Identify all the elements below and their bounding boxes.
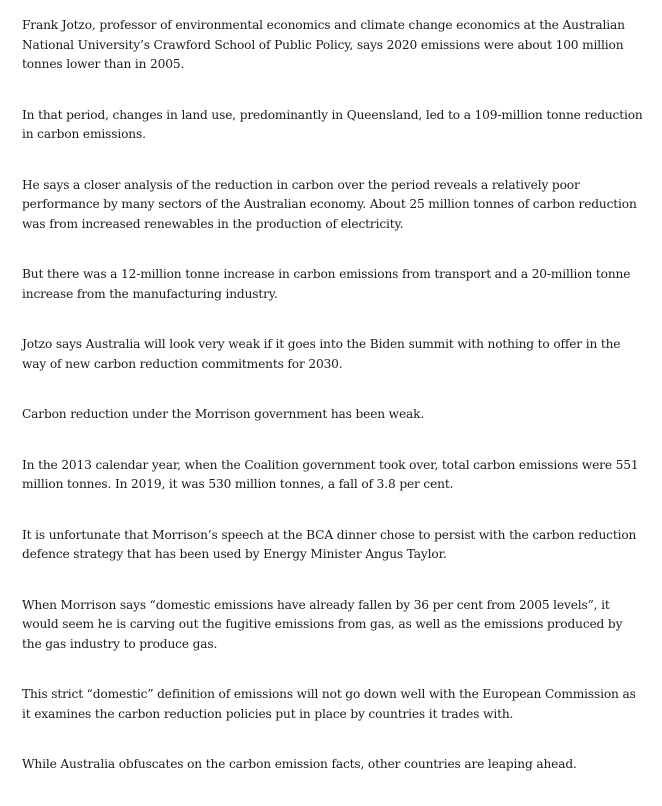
paragraph: Carbon reduction under the Morrison government has been weak.	[22, 407, 425, 421]
paragraph: But there was a 12-million tonne increase in carbon emissions from transport and a 20-million tonne increase from the manufacturing industry.	[22, 267, 631, 301]
article-body	[22, 16, 644, 806]
paragraph: He says a closer analysis of the reduction in carbon over the period reveals a relatively poor performance by many sectors of the Australian economy. About 25 million tonnes of carbon reduction was from increased renewables in the production of electricity.	[22, 177, 637, 231]
paragraph: When Morrison says “domestic emissions have already fallen by 36 per cent from 2005 levels”, it would seem he is carving out the fugitive emissions from gas, as well as the emissions produced by the gas industry to produce gas.	[22, 597, 623, 651]
paragraph: This strict “domestic” definition of emissions will not go down well with the European Commission as it examines the carbon reduction policies put in place by countries it trades with.	[22, 687, 636, 721]
paragraph: While Australia obfuscates on the carbon emission facts, other countries are leaping ahead.	[22, 757, 577, 771]
paragraph: Frank Jotzo, professor of environmental economics and climate change economics at the Australian National University’s Crawford School of Public Policy, says 2020 emissions were about 100 million tonnes lower than in 2005.	[22, 18, 625, 71]
paragraph: In the 2013 calendar year, when the Coalition government took over, total carbon emissions were 551 million tonnes. In 2019, it was 530 million tonnes, a fall of 3.8 per cent.	[22, 457, 639, 491]
paragraph: Jotzo says Australia will look very weak if it goes into the Biden summit with nothing to offer in the way of new carbon reduction commitments for 2030.	[22, 337, 621, 371]
paragraph: It is unfortunate that Morrison’s speech at the BCA dinner chose to persist with the carbon reduction defence strategy that has been used by Energy Minister Angus Taylor.	[22, 527, 637, 561]
paragraph: In that period, changes in land use, predominantly in Queensland, led to a 109-million tonne reduction in carbon emissions.	[22, 107, 643, 141]
